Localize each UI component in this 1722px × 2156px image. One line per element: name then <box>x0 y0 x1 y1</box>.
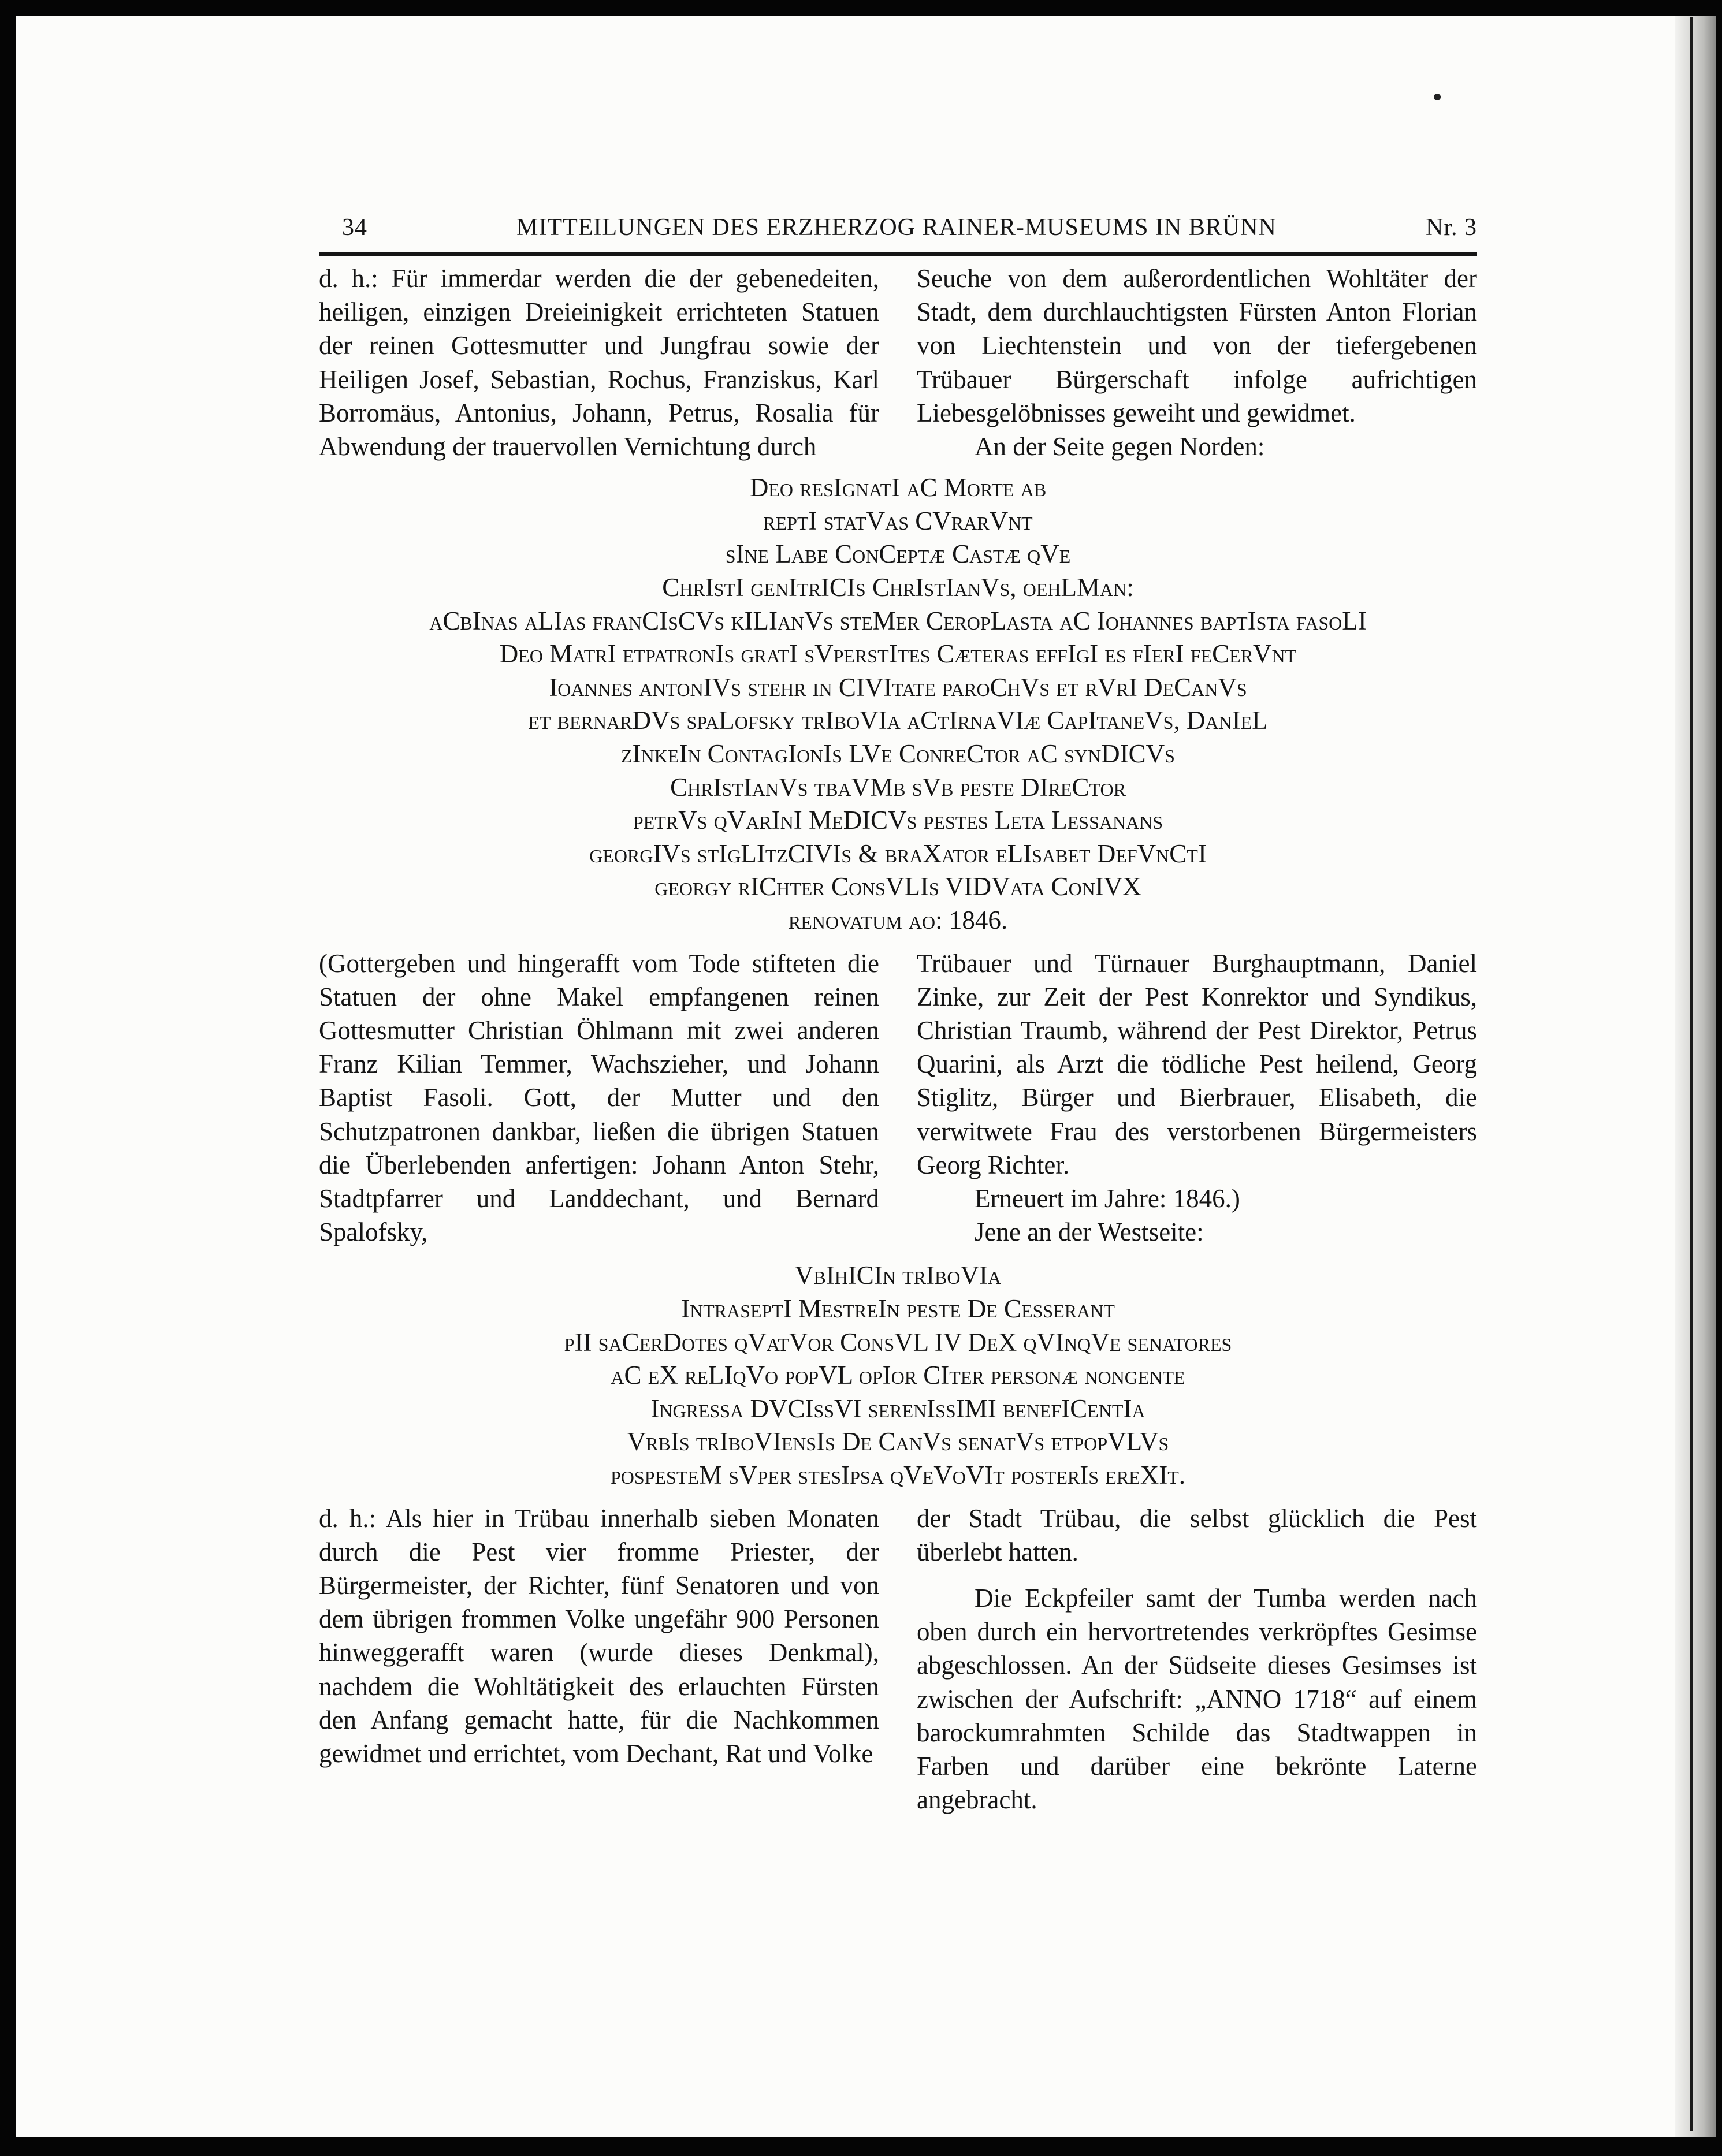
paragraph: Erneuert im Jahre: 1846.) <box>975 1183 1240 1213</box>
inscription-line: petrVs qVarInI MeDICVs pestes Leta Lessanans <box>633 806 1163 835</box>
section-2 <box>319 947 1477 1249</box>
inscription-line: VrbIs trIboVIensIs De CanVs senatVs etpopVLVs <box>627 1427 1169 1457</box>
inscription-line: Ingressa DVCIssVI serenIssIMI benefICentIa <box>650 1394 1145 1423</box>
inscription-line: aC eX reLIqVo popVL opIor CIter personæ nongente <box>611 1361 1185 1390</box>
inscription-line: pII saCerDotes qVatVor ConsVL IV DeX qVInqVe senatores <box>564 1327 1232 1357</box>
inscription-line: VbIhICIn trIboVIa <box>794 1261 1002 1290</box>
paragraph: Seuche von dem außerordentlichen Wohltäter der Stadt, dem durchlauchtigsten Fürsten Anton Florian von Liechtenstein und von der tiefergebenen Trübauer Bürgerschaft infolge aufrichtigen Liebesgelöbnisses geweiht und gewidmet. <box>917 264 1477 427</box>
running-header <box>319 214 1477 250</box>
page-number: 34 <box>342 214 367 241</box>
paragraph: Trübauer und Türnauer Burghauptmann, Daniel Zinke, zur Zeit der Pest Konrektor und Syndikus, Christian Traumb, während der Pest Direktor, Petrus Quarini, als Arzt die tödliche Pest heilend, Georg Stiglitz, Bürger und Bierbrauer, Elisabeth, die verwitwete Frau des verstorbenen Bürgermeisters Georg Richter. <box>917 948 1477 1179</box>
inscription-line: ChrIstIanVs tbaVMb sVb peste DIreCtor <box>670 772 1126 802</box>
paragraph: (Gottergeben und hingerafft vom Tode stifteten die Statuen der ohne Makel empfangenen reinen Gottesmutter Christian Öhlmann mit zwei anderen Franz Kilian Temmer, Wachszieher, und Johann Baptist Fasoli. Gott, der Mutter und den Schutzpatronen dankbar, ließen die übrigen Statuen die Überlebenden anfertigen: Johann Anton Stehr, Stadtpfarrer und Landdechant, und Bernard Spalofsky, <box>319 948 879 1247</box>
inscription-line: reptI statVas CVrarVnt <box>763 506 1033 535</box>
section-2-right-column <box>917 947 1477 1249</box>
section-3 <box>319 1502 1477 1817</box>
inscription-line: zInkeIn ContagIonIs LVe ConreCtor aC synDICVs <box>621 739 1175 768</box>
inscription-line: IntraseptI MestreIn peste De Cesserant <box>681 1294 1115 1323</box>
page-content <box>319 214 1477 1816</box>
inscription-line: georgy rIChter ConsVLIs VIDVata ConIVX <box>654 872 1141 902</box>
paragraph: Jene an der Westseite: <box>975 1217 1204 1247</box>
paragraph: der Stadt Trübau, die selbst glücklich die Pest überlebt hatten. <box>917 1503 1477 1566</box>
inscription-line: renovatum ao: 1846. <box>788 905 1008 934</box>
inscription-line: Ioannes antonIVs stehr in CIVItate paroChVs et rVrI DeCanVs <box>549 672 1247 702</box>
paragraph: An der Seite gegen Norden: <box>975 432 1265 461</box>
inscription-line: Deo resIgnatI aC Morte ab <box>749 473 1047 502</box>
section-3-left-column <box>319 1502 879 1817</box>
inscription-north <box>319 471 1477 937</box>
inscription-line: et bernarDVs spaLofsky trIboVIa aCtIrnaVIæ CapItaneVs, DanIeL <box>528 706 1268 735</box>
inscription-line: ChrIstI genItrICIs ChrIstIanVs, oehLMan: <box>662 573 1134 602</box>
header-rule <box>319 252 1477 256</box>
paragraph: d. h.: Für immerdar werden die der gebenedeiten, heiligen, einzigen Dreieinigkeit errichteten Statuen der reinen Gottesmutter und Jungfrau sowie der Heiligen Josef, Sebastian, Rochus, Franziskus, Karl Borromäus, Antonius, Johann, Petrus, Rosalia für Abwendung der trauervollen Vernichtung durch <box>319 264 879 461</box>
inscription-line: pospesteM sVper stesIpsa qVeVoVIt posterIs ereXIt. <box>611 1460 1185 1490</box>
issue-number: Nr. 3 <box>1425 214 1477 241</box>
inscription-line: Deo MatrI etpatronIs gratI sVperstItes Cæteras effIgI es fIerI feCerVnt <box>499 639 1297 669</box>
paragraph: d. h.: Als hier in Trübau innerhalb sieben Monaten durch die Pest vier fromme Priester, der Bürgermeister, der Richter, fünf Senatoren und von dem übrigen frommen Volke ungefähr 900 Personen hinweggerafft waren (wurde dieses Denkmal), nachdem die Wohltätigkeit des erlauchten Fürsten den Anfang gemacht hatte, für die Nachkommen gewidmet und errichtet, vom Dechant, Rat und Volke <box>319 1503 879 1768</box>
paragraph: Die Eckpfeiler samt der Tumba werden nach oben durch ein hervortretendes verkröpftes Gesimse abgeschlossen. An der Südseite dieses Gesimses ist zwischen der Aufschrift: „ANNO 1718“ auf einem barockumrahmten Schilde das Stadtwappen in Farben und darüber eine bekrönte Laterne angebracht. <box>917 1583 1477 1815</box>
section-3-right-column <box>917 1502 1477 1817</box>
section-1-left-column <box>319 262 879 463</box>
spine-shadow <box>1675 16 1716 2137</box>
section-2-left-column <box>319 947 879 1249</box>
spine-edge <box>1690 17 1693 2131</box>
inscription-line: sIne Labe ConCeptæ Castæ qVe <box>725 539 1071 569</box>
section-1-right-column <box>917 262 1477 463</box>
journal-title: MITTEILUNGEN DES ERZHERZOG RAINER-MUSEUMS IN BRÜNN <box>516 214 1277 241</box>
inscription-line: georgIVs stIgLItzCIVIs & braXator eLIsabet DefVnCtI <box>589 839 1207 868</box>
dust-speck <box>1434 94 1441 100</box>
inscription-line: aCbInas aLIas franCIsCVs kILIanVs steMer CeropLasta aC Iohannes baptIsta fasoLI <box>429 606 1367 635</box>
inscription-west <box>319 1259 1477 1492</box>
section-1 <box>319 262 1477 463</box>
